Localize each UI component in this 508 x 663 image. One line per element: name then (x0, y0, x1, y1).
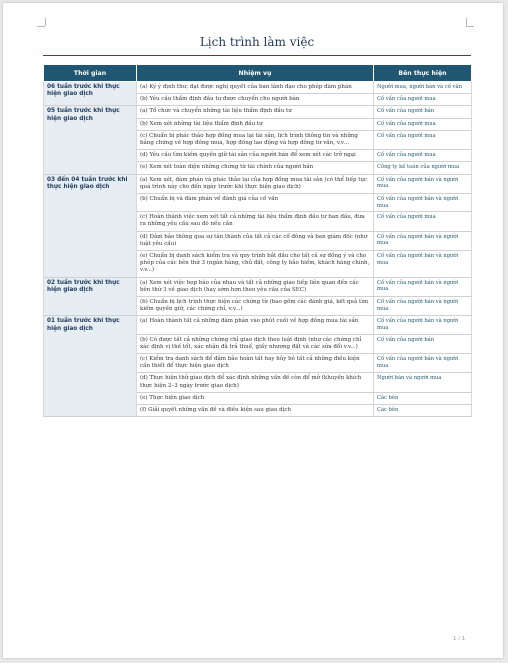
table-row (44, 174, 472, 193)
task-cell: (a) Ký ý định thư; đạt được nghị quyết của ban lãnh đạo cho phép đàm phán (137, 82, 374, 94)
task-cell: (b) Yêu cầu thẩm định đầu tư được chuyển cho người bán (137, 94, 374, 106)
task-cell: (d) Yêu cầu tìm kiếm quyền giữ tài sản của người bán để xem xét các trở ngại (137, 150, 374, 162)
party-cell: Cố vấn của người bán và người mua (374, 251, 472, 278)
document-page (3, 3, 503, 658)
party-cell: Cố vấn của người mua (374, 94, 472, 106)
crop-mark-top-left-h (37, 25, 45, 27)
phase-cell: 03 đến 04 tuần trước khi thực hiện giao dịch (44, 174, 137, 277)
header-time: Thời gian (44, 65, 137, 82)
page-indicator: 1 / 1 (453, 636, 466, 642)
task-cell: (e) Xem xét toàn diện những chứng từ tài chính của người bán (137, 162, 374, 174)
phase-cell: 06 tuần trước khi thực hiện giao dịch (44, 82, 137, 106)
task-cell: (a) Xem xét, đàm phán và phác thảo lại của hợp đồng mua tài sản (có thể tiếp tục quá trình này cho đến ngày trước khi thực hiện giao dịch) (137, 174, 374, 193)
party-cell: Cố vấn của người mua (374, 130, 472, 149)
party-cell: Cố vấn của người bán (374, 106, 472, 118)
party-cell: Cố vấn của người bán và người mua (374, 354, 472, 373)
task-cell: (a) Tổ chức và chuyển những tài liệu thẩm định đầu tư (137, 106, 374, 118)
phase-cell: 02 tuần trước khi thực hiện giao dịch (44, 277, 137, 316)
task-cell: (c) Hoàn thành việc xem xét tất cả những tài liệu thẩm định đầu tư ban đầu, đưa ra những yêu cầu sau đó nếu cần (137, 212, 374, 231)
crop-mark-top-right-h (466, 25, 474, 27)
header-task: Nhiệm vụ (137, 65, 374, 82)
task-cell: (c) Kiểm tra danh sách để đảm bảo hoàn tất hay hủy bỏ tất cả những điều kiện cần thiết để thực hiện giao dịch (137, 354, 374, 373)
party-cell: Công ty kế toán của người mua (374, 162, 472, 174)
task-cell: (a) Hoàn thành tất cả những đàm phán vào phút cuối về hợp đồng mua tài sản (137, 316, 374, 334)
schedule-body (44, 82, 472, 417)
party-cell: Người bán và người mua (374, 373, 472, 392)
table-row (44, 277, 472, 296)
task-cell: (b) Chuẩn bị lịch trình thực hiện các chứng từ (bao gồm các đánh giá, kết quả tìm kiếm quyền giữ, các chứng chỉ, v.v...) (137, 297, 374, 316)
phase-cell: 05 tuần trước khi thực hiện giao dịch (44, 106, 137, 174)
party-cell: Cố vấn của người mua (374, 118, 472, 130)
task-cell: (c) Chuẩn bị phác thảo hợp đồng mua lại tài sản, lịch trình thông tin và những bảng chứng về hợp đồng mua, hợp đồng lao động và hợp đồng tư vấn, v.v… (137, 130, 374, 149)
task-cell: (a) Xem xét việc họp báo của nhau và tất cả những giao tiếp liên quan đến các bên thứ 3 về giao dịch (hay sớm hơn theo yêu cầu của SEC) (137, 277, 374, 296)
task-cell: (b) Xem xét những tài liệu thẩm định đầu tư (137, 118, 374, 130)
party-cell: Người mua, người bán và cố vấn (374, 82, 472, 94)
table-row (44, 316, 472, 334)
task-cell: (b) Có được tất cả những chứng chỉ giao dịch theo luật định (như các chứng chỉ xác định vị thế tốt, xác nhận đã trả thuế, giấy nhượng đất và các sửa đổi v.v...) (137, 334, 374, 353)
party-cell: Cố vấn của người bán và người mua (374, 297, 472, 316)
table-header-row (44, 65, 472, 82)
task-cell: (b) Chuẩn bị và đàm phán về đánh giá của cố vấn (137, 194, 374, 212)
party-cell: Cố vấn của người bán và người mua (374, 174, 472, 193)
page-title: Lịch trình làm việc (199, 35, 315, 49)
party-cell: Các bên (374, 392, 472, 404)
task-cell: (d) Đảm bảo thông qua sự tán thành của tất cả các cổ đông và ban giám đốc (như luật yêu cầu) (137, 231, 374, 250)
party-cell: Cố vấn của người bán (374, 334, 472, 353)
task-cell: (e) Thực hiện giao dịch (137, 392, 374, 404)
title-divider (43, 55, 471, 56)
party-cell: Cố vấn của người bán và người mua (374, 194, 472, 212)
schedule-table (43, 64, 472, 417)
party-cell: Cố vấn của người bán và người mua (374, 231, 472, 250)
party-cell: Các bên (374, 405, 472, 417)
phase-cell: 01 tuần trước khi thực hiện giao dịch (44, 316, 137, 417)
party-cell: Cố vấn của người mua (374, 212, 472, 231)
table-row (44, 82, 472, 94)
header-party: Bên thực hiện (374, 65, 472, 82)
task-cell: (d) Thực hiện thử giao dịch để xác định những vấn đề còn để mở (khuyến khích thực hiện 2–3 ngày trước giao dịch) (137, 373, 374, 392)
party-cell: Cố vấn của người mua (374, 150, 472, 162)
task-cell: (f) Giải quyết những vấn đề và điều kiện sau giao dịch (137, 405, 374, 417)
table-row (44, 106, 472, 118)
task-cell: (e) Chuẩn bị danh sách kiểm tra và quy trình bắt đầu cho tất cả sự đồng ý và cho phép của các bên thứ 3 (ngân hàng, chủ đất, công ty bảo hiểm, khách hàng chính, v.v...) (137, 251, 374, 278)
party-cell: Cố vấn của người bán và người mua (374, 316, 472, 334)
party-cell: Cố vấn của người bán và người mua (374, 277, 472, 296)
